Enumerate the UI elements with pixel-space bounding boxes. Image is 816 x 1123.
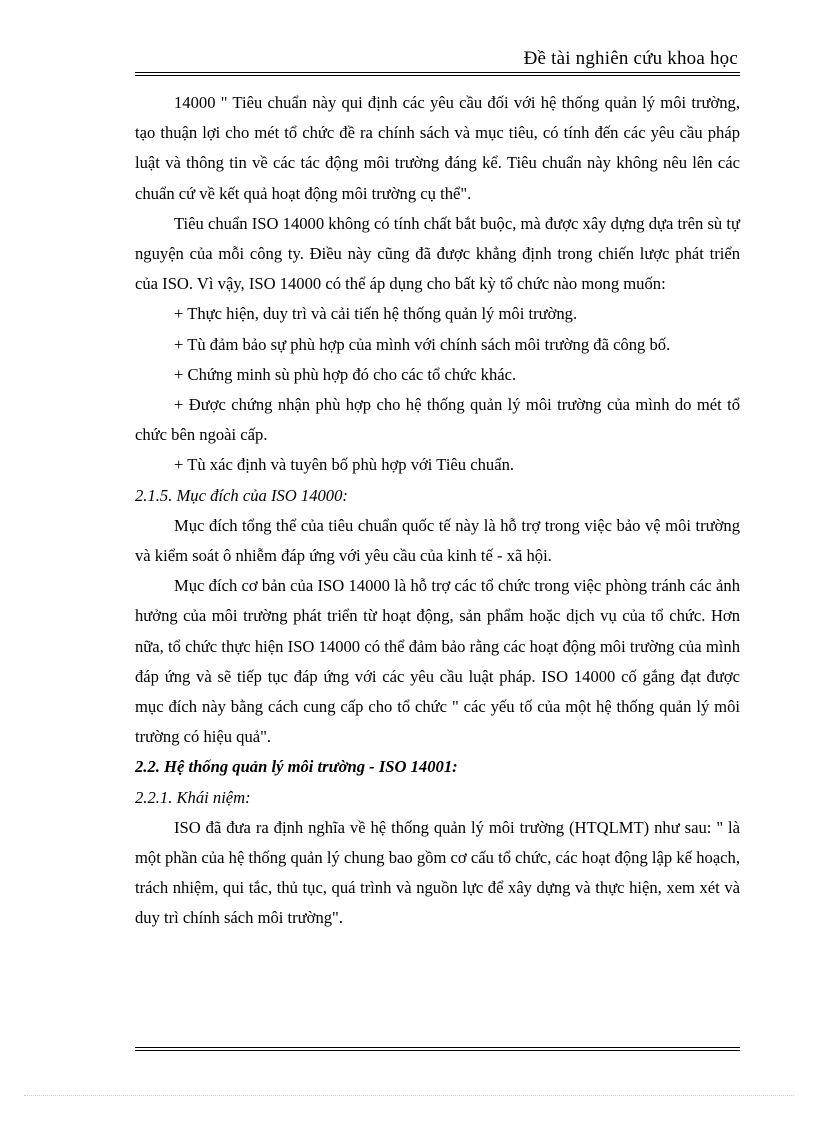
- footer-rule-thick: [135, 1050, 740, 1051]
- bullet-item: + Được chứng nhận phù hợp cho hệ thống quản lý môi trường của mình do mét tổ chức bên ngoài cấp.: [135, 395, 740, 445]
- header-rule-thin: [135, 75, 740, 76]
- paragraph-ems-definition: ISO đã đưa ra định nghĩa về hệ thống quản lý môi trường (HTQLMT) như sau: " là một phần của hệ thống quản lý chung bao gồm cơ cấu tổ chức, các hoạt động lập kế hoạch, trách nhiệm, qui tắc, thủ tục, quá trình và nguồn lực để xây dựng và thực hiện, xem xét và duy trì chính sách môi trường".: [135, 817, 740, 928]
- paragraph-overall-purpose: Mục đích tổng thể của tiêu chuẩn quốc tế này là hỗ trợ trong việc bảo vệ môi trường và kiểm soát ô nhiễm đáp ứng với yêu cầu của kinh tế - xã hội.: [135, 515, 740, 566]
- header-rule-thick: [135, 72, 740, 73]
- bullet-item: + Thực hiện, duy trì và cải tiến hệ thống quản lý môi trường.: [174, 304, 578, 324]
- footer-rule-thin: [135, 1047, 740, 1048]
- paragraph-basic-purpose: Mục đích cơ bản của ISO 14000 là hỗ trợ các tổ chức trong việc phòng tránh các ảnh hưởng của môi trường phát triển từ hoạt động, sản phẩm hoặc dịch vụ của tổ chức. Hơn nữa, tổ chức thực hiện ISO 14000 có thể đảm bảo rằng các hoạt động môi trường của mình đáp ứng và sẽ tiếp tục đáp ứng với các yêu cầu luật pháp. ISO 14000 cố gắng đạt được mục đích này bằng cách cung cấp cho tổ chức " các yếu tố của một hệ thống quản lý môi trường có hiệu quả".: [135, 576, 740, 747]
- bullet-item: + Chứng minh sù phù hợp đó cho các tổ chức khác.: [174, 364, 517, 384]
- paragraph-voluntary: Tiêu chuẩn ISO 14000 không có tính chất bắt buộc, mà được xây dựng dựa trên sù tự nguyện của mỗi công ty. Điều này cũng đã được khẳng định trong chiến lược phát triển của ISO. Vì vậy, ISO 14000 có thể áp dụng cho bất kỳ tổ chức nào mong muốn:: [135, 213, 740, 294]
- heading-2-1-5: 2.1.5. Mục đích của ISO 14000:: [135, 485, 348, 505]
- heading-2-2: 2.2. Hệ thống quản lý môi trường - ISO 14001:: [135, 757, 458, 777]
- paragraph-iso-definition: 14000 " Tiêu chuẩn này qui định các yêu cầu đối với hệ thống quản lý môi trường, tạo thuận lợi cho mét tổ chức đề ra chính sách và mục tiêu, có tính đến các yêu cầu pháp luật và thông tin về các tác động môi trường đáng kể. Tiêu chuẩn này không nêu lên các chuẩn cứ về kết quả hoạt động môi trường cụ thể".: [135, 93, 740, 203]
- bullet-item: + Tù đảm bảo sự phù hợp của mình với chính sách môi trường đã công bố.: [174, 334, 671, 354]
- header-title: Đề tài nghiên cứu khoa học: [523, 48, 738, 69]
- bullet-item: + Tù xác định và tuyên bố phù hợp với Tiêu chuẩn.: [174, 455, 515, 475]
- document-body: [135, 88, 740, 934]
- heading-2-2-1: 2.2.1. Khái niệm:: [135, 787, 251, 807]
- page-edge-dotted-line: [24, 1095, 794, 1096]
